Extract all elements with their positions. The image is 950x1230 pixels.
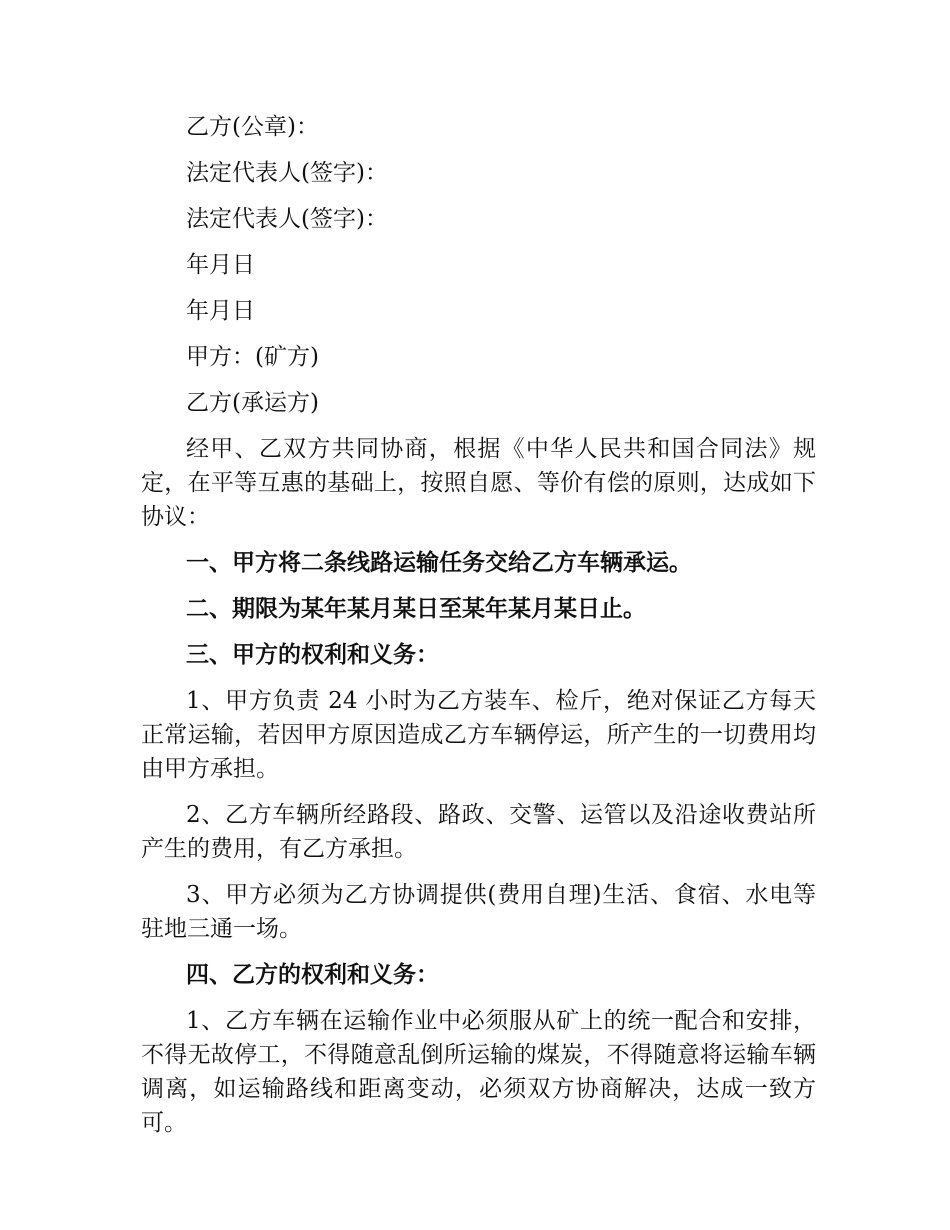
section-1-heading: 一、甲方将二条线路运输任务交给乙方车辆承运。 [186, 549, 692, 576]
signature-legal-rep-1: 法定代表人(签字)： [186, 160, 388, 186]
section-3-item-1: 1、甲方负责 24 小时为乙方装车、检斤，绝对保证乙方每天正常运输，若因甲方原因造成乙方车辆停运，所产生的一切费用均由甲方承担。 [141, 688, 816, 782]
signature-party-b-seal: 乙方(公章)： [186, 114, 319, 140]
section-2-heading: 二、期限为某年某月某日至某年某月某日止。 [186, 595, 646, 622]
date-line-1: 年月日 [186, 252, 255, 278]
date-line-2: 年月日 [186, 298, 255, 324]
party-b-label: 乙方(承运方) [186, 390, 319, 416]
section-3-item-3: 3、甲方必须为乙方协调提供(费用自理)生活、食宿、水电等驻地三通一场。 [141, 882, 816, 942]
signature-legal-rep-2: 法定代表人(签字)： [186, 206, 388, 232]
section-4-heading: 四、乙方的权利和义务： [186, 961, 439, 988]
document-body [141, 110, 816, 1152]
intro-paragraph: 经甲、乙双方共同协商，根据《中华人民共和国合同法》规定，在平等互惠的基础上，按照自愿、等价有偿的原则，达成如下协议： [141, 436, 816, 530]
section-3-heading: 三、甲方的权利和义务： [186, 641, 439, 668]
section-4-item-1: 1、乙方车辆在运输作业中必须服从矿上的统一配合和安排，不得无故停工，不得随意乱倒所运输的煤炭，不得随意将运输车辆调离，如运输路线和距离变动，必须双方协商解决，达成一致方可。 [141, 1008, 816, 1136]
party-a-label: 甲方：(矿方) [186, 344, 319, 370]
section-3-item-2: 2、乙方车辆所经路段、路政、交警、运管以及沿途收费站所产生的费用，有乙方承担。 [141, 802, 816, 862]
